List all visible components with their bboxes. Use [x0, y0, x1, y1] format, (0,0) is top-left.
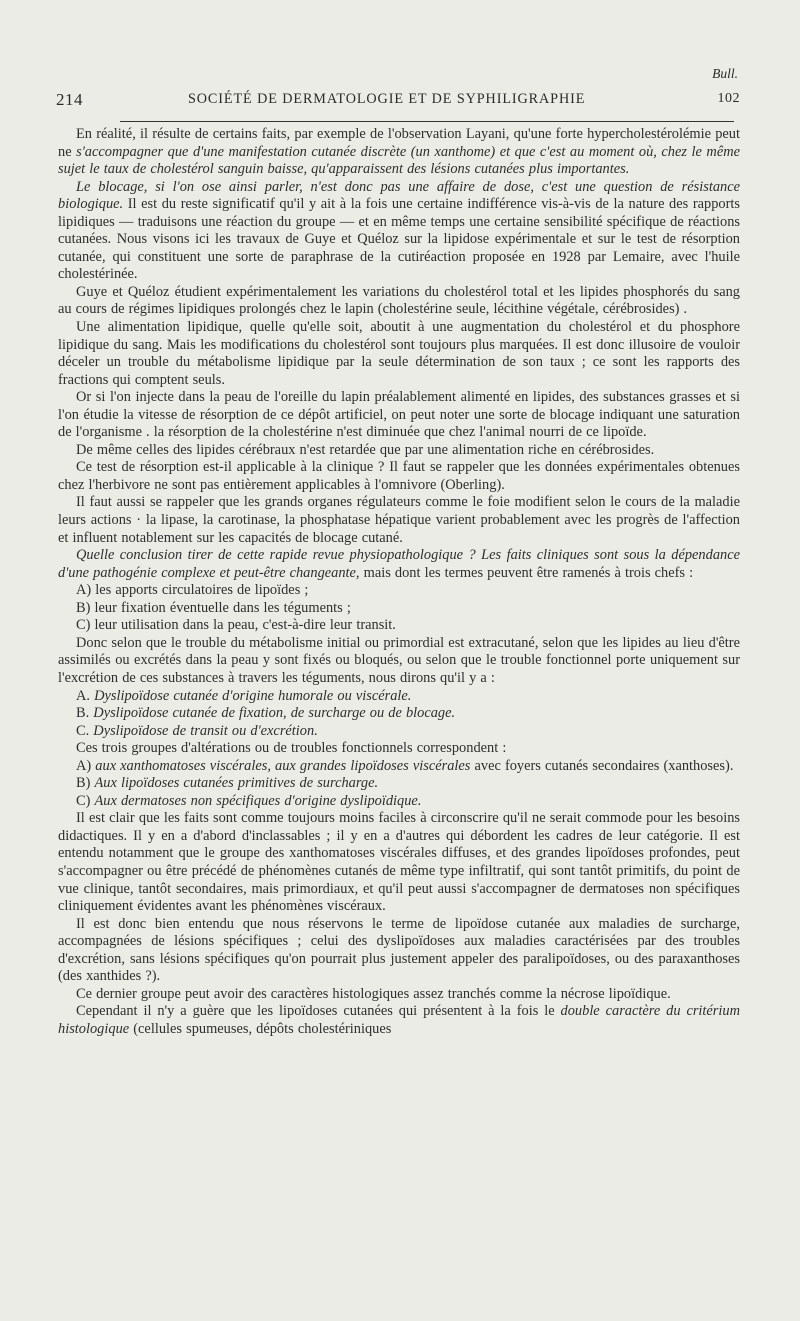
paragraph [58, 635, 740, 688]
paragraph [58, 600, 740, 618]
issue-number: 102 [717, 91, 740, 106]
text-run: C) leur utilisation dans la peau, c'est-à-dire leur transit. [76, 617, 396, 634]
paragraph [58, 1003, 740, 1038]
paragraph [58, 758, 740, 776]
text-run: Ces trois groupes d'altérations ou de troubles fonctionnels correspondent : [76, 740, 507, 757]
italic-text: Le blocage, si l'on ose ainsi parler, n'est donc pas une affaire de dose, c'est une question de résistance biologique. [58, 178, 740, 213]
journal-abbreviation: Bull. [712, 66, 738, 81]
paragraph [58, 319, 740, 389]
paragraph [58, 547, 740, 582]
paragraph [58, 442, 740, 460]
body-text [58, 126, 740, 1038]
paragraph [58, 389, 740, 442]
text-run: Ce test de résorption est-il applicable à la clinique ? Il faut se rappeler que les données expérimentales obtenues chez l'herbivore ne sont pas entièrement applicables à l'omnivore (Oberling). [58, 459, 740, 493]
italic-text: Dyslipoïdose cutanée de fixation, de surcharge ou de blocage. [93, 705, 456, 722]
text-run: mais dont les termes peuvent être ramenés à trois chefs : [359, 564, 694, 581]
text-run: Or si l'on injecte dans la peau de l'oreille du lapin préalablement alimenté en lipides, des substances grasses et si l'on étudie la vitesse de résorption de ce dépôt artificiel, on peut noter une sorte de blocage indiquant une saturation de l'organisme . la résorption de la cholestérine n'est diminuée que chez l'animal nourri de ce lipoïde. [58, 389, 740, 441]
text-run: avec foyers cutanés secondaires (xanthoses). [470, 757, 734, 774]
italic-text: Aux lipoïdoses cutanées primitives de surcharge. [94, 775, 379, 792]
paragraph [58, 775, 740, 793]
text-run: (cellules spumeuses, dépôts cholestériniques [129, 1020, 392, 1037]
paragraph [58, 723, 740, 741]
page-number: 214 [56, 90, 83, 109]
paragraph [58, 916, 740, 986]
italic-text: Quelle conclusion tirer de cette rapide revue physiopathologique ? Les faits cliniques sont sous la dépendance d'une pathogénie complexe et peut-être changeante, [58, 547, 740, 581]
text-run: A. [76, 687, 95, 704]
text-run: De même celles des lipides cérébraux n'est retardée que par une alimentation riche en cérébrosides. [76, 441, 655, 458]
italic-text: Dyslipoïdose de transit ou d'excrétion. [93, 722, 318, 739]
text-run: Il est clair que les faits sont comme toujours moins faciles à circonscrire qu'il ne serait commode pour les besoins didactiques. Il y en a d'abord d'inclassables ; il y en a d'autres qui débordent les cadres de leur catégorie. Il est entendu notamment que le groupe des xanthomatoses viscérales diffuses, et des grandes lipoïdoses profondes, peut s'accompagner ou être précédé de phénomènes cutanés de même type infiltratif, qui sont tantôt primitifs, du point de vue clinique, tantôt secondaires, mais primordiaux, et qu'il peut aussi s'accompagner de dermatoses non spécifiques cliniquement évidentes avant les phénomènes viscéraux. [58, 810, 740, 915]
paragraph [58, 284, 740, 319]
text-run: A) [76, 757, 96, 774]
running-header [56, 66, 740, 112]
paragraph [58, 688, 740, 706]
paragraph [58, 705, 740, 723]
text-run: B. [76, 705, 94, 722]
text-run: B) leur fixation éventuelle dans les téguments ; [76, 599, 351, 616]
text-run: Il est du reste significatif qu'il y ait à la fois une certaine indifférence vis-à-vis de la nature des rapports lipidiques — traduisons une réaction du groupe — et en même temps une certaine sensibilité spécifique de réactions cutanées. Nous visons ici les travaux de Guye et Quéloz sur la lipidose expérimentale et sur le test de résorption cutanée, qui constituent une sorte de paraphrase de la cutiréaction proposée en 1928 par Lemaire, avec l'huile cholestérinée. [58, 196, 740, 283]
italic-text: s'accompagner que d'une manifestation cutanée discrète (un xanthome) et que c'est au moment où, chez le même sujet le taux de cholestérol sanguin baisse, qu'apparaissent des lésions cutanées plus importantes. [58, 143, 740, 178]
text-run: Guye et Quéloz étudient expérimentalement les variations du cholestérol total et les lipides phosphorés du sang au cours de régimes lipidiques prolongés chez le lapin (cholestérine seule, lécithine végétale, cérébrosides) . [58, 283, 740, 318]
text-run: Une alimentation lipidique, quelle qu'elle soit, aboutit à une augmentation du cholestérol et du phosphore lipidique du sang. Mais les modifications du cholestérol sont toujours plus marquées. Il est donc illusoire de vouloir déceler un trouble du métabolisme lipidique par la seule détermination de son taux ; ce sont les rapports des fractions qui comptent seuls. [58, 319, 740, 388]
italic-text: aux xanthomatoses viscérales, aux grandes lipoïdoses viscérales [95, 757, 471, 774]
text-run: C. [76, 722, 94, 739]
paragraph [58, 126, 740, 179]
text-run: Cependant il n'y a guère que les lipoïdoses cutanées qui présentent à la fois le [76, 1003, 561, 1020]
running-title: SOCIÉTÉ DE DERMATOLOGIE ET DE SYPHILIGRAPHIE [188, 91, 586, 107]
italic-text: Aux dermatoses non spécifiques d'origine dyslipoïdique. [94, 792, 422, 809]
paragraph [58, 459, 740, 494]
paragraph [58, 793, 740, 811]
paragraph [58, 810, 740, 915]
paragraph [58, 494, 740, 547]
text-run: Ce dernier groupe peut avoir des caractères histologiques assez tranchés comme la nécrose lipoïdique. [76, 985, 671, 1002]
paragraph [58, 986, 740, 1004]
italic-text: Dyslipoïdose cutanée d'origine humorale ou viscérale. [94, 687, 412, 704]
italic-text: double caractère du critérium histologique [58, 1003, 740, 1037]
text-run: B) [76, 775, 95, 792]
paragraph [58, 582, 740, 600]
text-run: C) [76, 792, 95, 809]
paragraph [58, 740, 740, 758]
text-run: Donc selon que le trouble du métabolisme initial ou primordial est extracutané, selon que les lipides au lieu d'être assimilés ou excrétés dans la peau y sont fixés ou bloqués, ou selon que le trouble fonctionnel porte uniquement sur l'excrétion de ces substances à travers les téguments, nous dirons qu'il y a : [58, 634, 740, 686]
text-run: Il est donc bien entendu que nous réservons le terme de lipoïdose cutanée aux maladies de surcharge, accompagnées de lésions spécifiques ; celui des dyslipoïdoses aux maladies caractérisées par des troubles d'excrétion, sans lésions spécifiques qu'on pourrait plus justement appeler des paralipoïdoses, ou des paraxanthoses (des xanthides ?). [58, 915, 740, 985]
text-run: A) les apports circulatoires de lipoïdes ; [76, 582, 309, 599]
paragraph [58, 617, 740, 635]
text-run: Il faut aussi se rappeler que les grands organes régulateurs comme le foie modifient selon le cours de la maladie leurs actions · la lipase, la carotinase, la phosphatase hépatique varient probablement avec les progrès de l'affection et influent notablement sur les capacités de blocage cutané. [58, 494, 740, 546]
header-rule [120, 121, 734, 122]
text-run: En réalité, il résulte de certains faits, par exemple de l'observation Layani, qu'une forte hypercholestérolémie peut ne [58, 126, 740, 160]
paragraph [58, 179, 740, 284]
